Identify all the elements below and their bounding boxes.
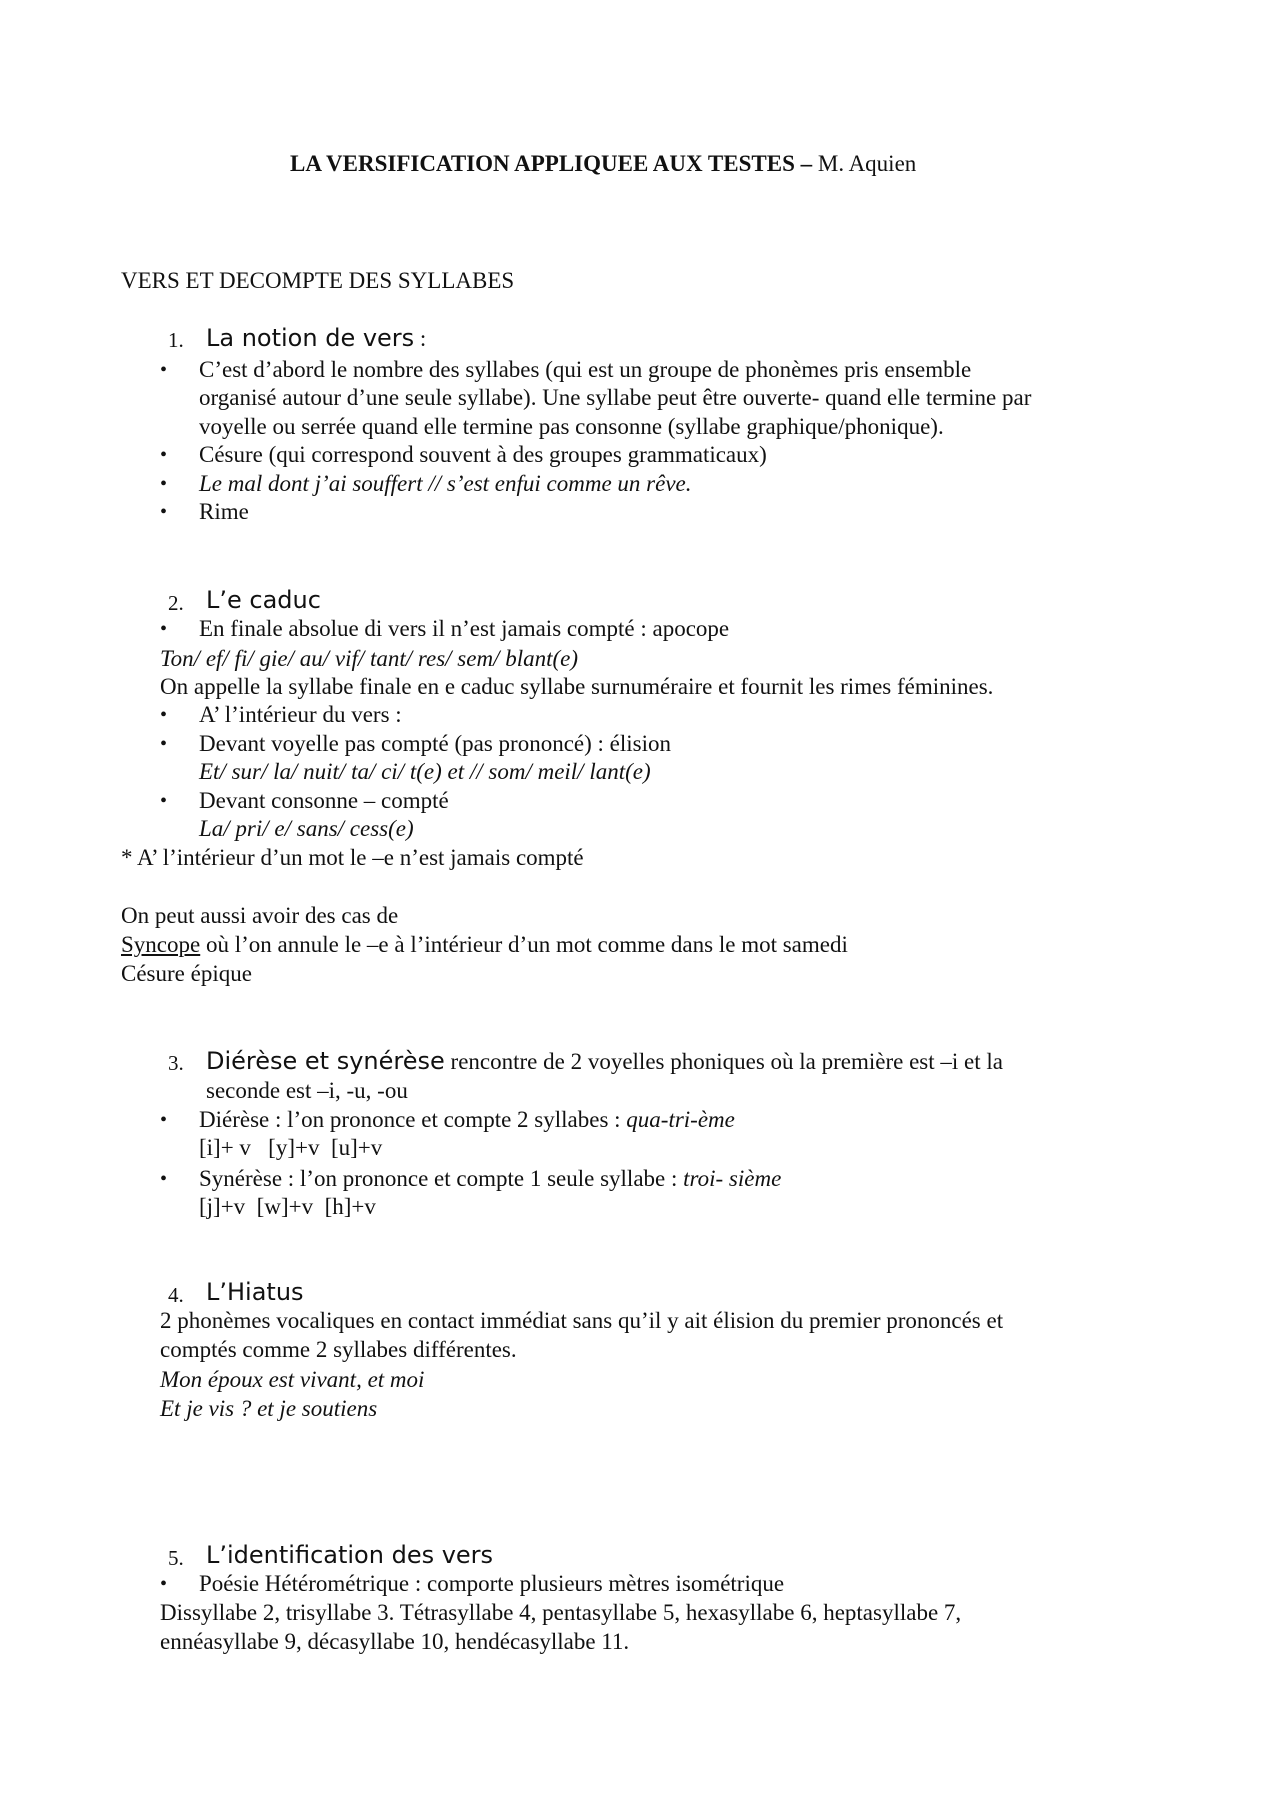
bullet: •: [160, 1573, 168, 1595]
dierese-text: Diérèse : l’on prononce et compte 2 syllabes :: [199, 1107, 627, 1132]
section-5-number: 5.: [168, 1546, 184, 1570]
s4-paragraph1: 2 phonèmes vocaliques en contact immédiat sans qu’il y ait élision du premier prononcés et: [160, 1308, 1004, 1333]
bullet: •: [160, 790, 168, 812]
section-1-heading-suffix: :: [414, 326, 427, 351]
s5-bullet1: Poésie Hétérométrique : comporte plusieurs mètres isométrique: [199, 1571, 785, 1596]
s4-example1: Mon époux est vivant, et moi: [160, 1367, 425, 1392]
s2-example3: La/ pri/ e/ sans/ cess(e): [199, 816, 414, 841]
title-author: M. Aquien: [812, 151, 917, 176]
s3-bullet2: [199, 1165, 781, 1193]
bullet: •: [160, 359, 168, 381]
s2-example2: Et/ sur/ la/ nuit/ ta/ ci/ t(e) et // som/ meil/ lant(e): [199, 759, 651, 784]
section-2-heading: L’e caduc: [206, 586, 321, 614]
bullet: •: [160, 1168, 168, 1190]
synerese-example: troi- sième: [683, 1166, 782, 1191]
s2-note: * A’ l’intérieur d’un mot le –e n’est jamais compté: [121, 845, 584, 870]
s2-paragraph4: Césure épique: [121, 961, 252, 986]
bullet: •: [160, 1109, 168, 1131]
section-1-heading-text: La notion de vers: [206, 324, 415, 352]
title-bold: LA VERSIFICATION APPLIQUEE AUX TESTES –: [290, 151, 813, 176]
section-5-heading: L’identification des vers: [206, 1541, 494, 1569]
s3-bullet1-phonetics: [i]+ v [y]+v [u]+v: [199, 1135, 383, 1160]
section-3-number: 3.: [168, 1051, 184, 1075]
s4-example2: Et je vis ? et je soutiens: [160, 1396, 378, 1421]
section-1-number: 1.: [168, 328, 184, 352]
s2-paragraph1: On appelle la syllabe finale en e caduc syllabe surnuméraire et fournit les rimes féminines.: [160, 674, 994, 699]
s2-bullet1: En finale absolue di vers il n’est jamais compté : apocope: [199, 616, 730, 641]
section-3-heading-line2: seconde est –i, -u, -ou: [206, 1078, 408, 1103]
s2-paragraph3: [121, 931, 848, 959]
bullet: •: [160, 501, 168, 523]
section-3-heading-rest: rencontre de 2 voyelles phoniques où la première est –i et la: [444, 1049, 1003, 1074]
s2-paragraph2: On peut aussi avoir des cas de: [121, 903, 399, 928]
s1-bullet1-line1: C’est d’abord le nombre des syllabes (qui est un groupe de phonèmes pris ensemble: [199, 357, 972, 382]
s1-bullet4: Rime: [199, 499, 249, 524]
section-3-heading-text: Diérèse et synérèse: [206, 1047, 445, 1075]
synerese-text: Synérèse : l’on prononce et compte 1 seule syllabe :: [199, 1166, 684, 1191]
section-1-heading: [206, 324, 426, 353]
s1-bullet2: Césure (qui correspond souvent à des groupes grammaticaux): [199, 442, 767, 467]
bullet: •: [160, 704, 168, 726]
s3-bullet2-phonetics: [j]+v [w]+v [h]+v: [199, 1194, 376, 1219]
dierese-example: qua-tri-ème: [626, 1107, 735, 1132]
bullet: •: [160, 618, 168, 640]
s2-example1: Ton/ ef/ fi/ gie/ au/ vif/ tant/ res/ sem/ blant(e): [160, 646, 579, 671]
s1-bullet1-line2: organisé autour d’une seule syllabe). Une syllabe peut être ouverte- quand elle termine par: [199, 385, 1032, 410]
s2-bullet2: A’ l’intérieur du vers :: [199, 702, 402, 727]
section-2-number: 2.: [168, 591, 184, 615]
s5-paragraph2: ennéasyllabe 9, décasyllabe 10, hendécasyllabe 11.: [160, 1629, 630, 1654]
syncope-text: où l’on annule le –e à l’intérieur d’un mot comme dans le mot samedi: [200, 932, 848, 957]
section-4-number: 4.: [168, 1283, 184, 1307]
bullet: •: [160, 444, 168, 466]
section-3-heading: [206, 1047, 1003, 1076]
section-4-heading: L’Hiatus: [206, 1278, 304, 1306]
s4-paragraph2: comptés comme 2 syllabes différentes.: [160, 1337, 517, 1362]
document-title: [290, 150, 916, 178]
s2-bullet3: Devant voyelle pas compté (pas prononcé) : élision: [199, 731, 671, 756]
bullet: •: [160, 733, 168, 755]
s3-bullet1: [199, 1106, 735, 1134]
s5-paragraph1: Dissyllabe 2, trisyllabe 3. Tétrasyllabe 4, pentasyllabe 5, hexasyllabe 6, heptasyllabe 7,: [160, 1600, 962, 1625]
s2-bullet4: Devant consonne – compté: [199, 788, 449, 813]
s1-bullet3-quote: Le mal dont j’ai souffert // s’est enfui comme un rêve.: [199, 471, 692, 496]
s1-bullet1-line3: voyelle ou serrée quand elle termine pas consonne (syllabe graphique/phonique).: [199, 414, 944, 439]
part-heading: VERS ET DECOMPTE DES SYLLABES: [121, 268, 515, 293]
bullet: •: [160, 473, 168, 495]
syncope-term: Syncope: [121, 932, 201, 957]
